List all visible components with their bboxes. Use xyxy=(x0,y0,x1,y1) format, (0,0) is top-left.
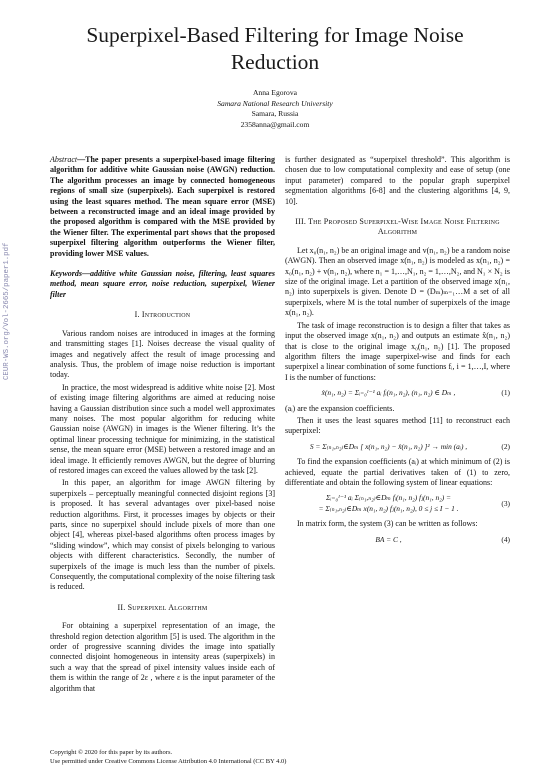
right-column xyxy=(285,155,510,550)
intro-paragraph-3: In this paper, an algorithm for image AWGN filtering by superpixels – perceptually meaningful connected disjoint regions [3] is proposed. It has several advantages over pixel-based noise reduction algorithms. First, it processes images by objects or their parts, since no superpixel should include pixels of more than one object [4], whereas pixel-based algorithms often process images by “sliding window”, which may consist of pixels belonging to various objects with different characteristics. Secondly, the number of superpixels of the image is much less than the number of pixels. Consequently, the computational complexity of the noise filtering task is reduced. xyxy=(50,478,275,592)
equation-4-number: (4) xyxy=(501,534,510,544)
abstract xyxy=(50,155,275,259)
equation-3-line-2: = Σ₍ₙ₁,ₙ₂₎∈Dₘ x(n₁, n₂) fⱼ(n₁, n₂), 0 ≤ j ≤ I − 1 . xyxy=(318,503,459,513)
intro-paragraph-2: In practice, the most widespread is additive white noise [2]. Most of existing image filtering algorithms are aimed at reducing noise having a Gaussian distribution since such a model well approximates many noises. The most popular algorithm for reducing white Gaussian noise (AWGN) in images is the Wiener filtering. It’s the optimal linear processing technique for minimizing, in the statistical sense, the mean square error (MSE) between a restored image and an ideal image. It efficiently removes AWGN, but the degree of blurring of restored images can exceed the values allowed by the task [2]. xyxy=(50,382,275,475)
intro-paragraph-1: Various random noises are introduced in images at the forming and transmitting stages [1]. Noises decrease the visual quality of images and negatively affect the result of image processing and analysis. Thus, the problem of image noise reduction is important today. xyxy=(50,328,275,380)
method-paragraph-3: Then it uses the least squares method [11] to reconstruct each superpixel: xyxy=(285,415,510,436)
section-heading-introduction: I. Introduction xyxy=(134,310,191,320)
coefficients-text: (aᵢ) are the expansion coefficients. xyxy=(285,403,395,413)
equation-1 xyxy=(285,388,510,398)
footer-line-1: Copyright © 2020 for this paper by its authors. xyxy=(50,749,173,756)
equation-2-body: S = Σ₍ₙ₁,ₙ₂₎∈Dₘ [ x(n₁, n₂) − x̂(n₁, n₂) ]² → min (aᵢ) , xyxy=(309,441,468,451)
equation-3-number: (3) xyxy=(501,498,510,508)
keywords: Keywords—additive white Gaussian noise, filtering, least squares method, mean square error, noise reduction, superpixel, Wiener filter xyxy=(50,269,275,299)
method-paragraph-5: In matrix form, the system (3) can be written as follows: xyxy=(297,519,478,529)
method-paragraph-2: The task of image reconstruction is to design a filter that takes as input the observed image x(n₁, n₂) and outputs an estimate x̂(n₁, n₂) that is close to the original image x₀(n₁, n₂) [1]. The proposed algorithm filters the image superpixel-wise and finds for each superpixel a linear combination of some functions fᵢ, i = 1,…,I, where I is the number of functions: xyxy=(285,320,510,382)
left-column xyxy=(50,155,275,696)
equation-4 xyxy=(285,535,510,545)
equation-3-line-1: Σᵢ₌₀ᴵ⁻¹ aᵢ Σ₍ₙ₁,ₙ₂₎∈Dₘ fᵢ(n₁, n₂) fⱼ(n₁, n₂) = xyxy=(325,493,452,503)
sidebar-watermark: CEUR-WS.org/Vol-2665/paper1.pdf xyxy=(3,242,11,380)
section-heading-proposed-algorithm: III. The Proposed Superpixel-Wise Image Noise Filtering Algorithm xyxy=(295,217,500,237)
right-paragraph-1: is further designated as “superpixel threshold”. This algorithm is chosen due to low computational complexity and ease of setup (one input parameter) compared to the popular graph superpixel segmentation algorithms [6-8] and the clustering algorithms [4, 9, 10]. xyxy=(285,155,510,206)
method-paragraph-1: Let x₀(n₁, n₂) be an original image and v(n₁, n₂) be a random noise (AWGN). Then an observed image x(n₁, n₂) is modeled as x(n₁, n₂) = x₀(n₁, n₂) + v(n₁, n₂), where n₁ = 1,…,N₁, n₂ = 1,…,N₂, and N₁ × N₂ is size of the original image. Let a partition of the observed image x(n₁, n₂) into superpixels is given. Denote D = (Dₘ)ₘ₌₁…M a set of all superpixels, where M is the total number of superpixels of the image x(n₁, n₂). xyxy=(285,245,510,318)
equation-1-body: x̂(n₁, n₂) = Σᵢ₌₀ᴵ⁻¹ aᵢ fᵢ(n₁, n₂), (n₁, n₂) ∈ Dₘ , xyxy=(321,388,456,398)
footer-line-2: Use permitted under Creative Commons License Attribution 4.0 International (CC BY 4.0) xyxy=(50,758,287,765)
paper-title: Superpixel-Based Filtering for Image Noise Reduction xyxy=(86,23,464,74)
equation-4-body: BA = C , xyxy=(375,534,402,544)
algorithm-paragraph-1: For obtaining a superpixel representation of an image, the threshold region detection algorithm [5] is used. The algorithm in the order of progressive scanning divides the image into spatially connected disjoint homogeneous in intensity areas (superpixels) in such a way that the spread of pixel intensity values inside each of them is within the range of 2ε , where ε is the input parameter of the algorithm that xyxy=(50,621,275,693)
equation-3 xyxy=(285,493,510,514)
author-block xyxy=(150,88,400,130)
copyright-footer xyxy=(50,748,286,766)
equation-2 xyxy=(285,442,510,452)
author-affiliation: Samara National Research University xyxy=(217,98,333,108)
section-heading-superpixel-algorithm: II. Superpixel Algorithm xyxy=(117,602,208,612)
equation-2-number: (2) xyxy=(501,441,510,451)
abstract-text: —The paper presents a superpixel-based image filtering algorithm for additive white Gaussian noise (AWGN) reduction. The algorithm processes an image by connected homogeneous regions of small size (superpixels). Each superpixel is restored using the least squares method. The mean square error (MSE) between a reconstructed image and an ideal image provided by the proposed algorithm is compared with the MSE provided by the Wiener filter. The experimental part shows that the proposed superpixel filtering algorithm outperforms the Wiener filter, providing lower MSE values. xyxy=(50,155,275,258)
author-name: Anna Egorova xyxy=(252,88,298,97)
equation-1-number: (1) xyxy=(501,388,510,398)
abstract-label: Abstract xyxy=(50,155,78,164)
method-paragraph-4: To find the expansion coefficients (aᵢ) at which minimum of (2) is achieved, equate the partial derivatives taken of (1) to zero, differentiate and obtain the following system of linear equations: xyxy=(285,457,510,487)
author-email: 2358anna@gmail.com xyxy=(240,119,310,129)
author-city: Samara, Russia xyxy=(251,109,299,118)
